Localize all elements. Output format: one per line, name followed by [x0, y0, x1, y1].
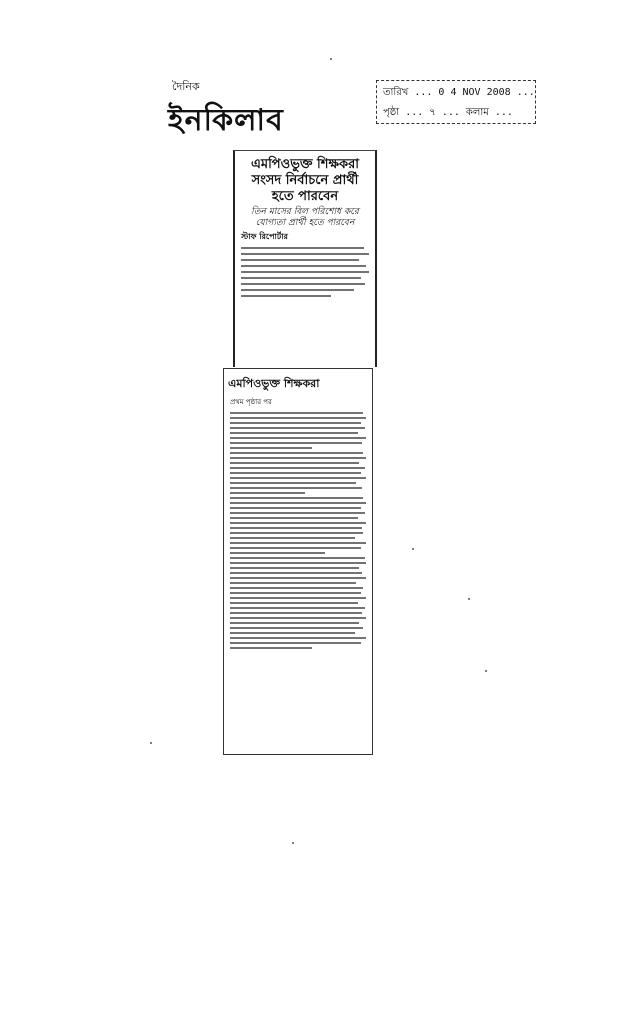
article-subhead: তিন মাসের বিল পরিশোধ করে যোগ্যতা প্রার্থী হতে পারবেন	[251, 207, 359, 228]
masthead-name: ইনকিলাব	[168, 103, 284, 138]
date-stamp	[376, 80, 536, 124]
speck	[412, 548, 414, 550]
masthead-small: দৈনিক	[172, 80, 200, 93]
speck	[468, 598, 470, 600]
continued-note: প্রথম পৃষ্ঠার পর	[230, 398, 272, 406]
continued-title: এমপিওভুক্ত শিক্ষকরা	[228, 377, 320, 390]
speck	[485, 670, 487, 672]
article-headline: এমপিওভুক্ত শিক্ষকরা সংসদ নির্বাচনে প্রার্থী হতে পারবেন	[250, 157, 360, 204]
clipping-continued	[223, 368, 373, 755]
stamp-page-line: পৃষ্ঠা ... ৭ ... কলাম ...	[383, 107, 513, 118]
stamp-date-line: তারিখ ... 0 4 NOV 2008 ...	[383, 87, 535, 98]
article-byline: স্টাফ রিপোর্টার	[241, 232, 288, 241]
speck	[150, 742, 152, 744]
clipping-main	[233, 150, 377, 367]
article-body	[241, 247, 369, 297]
speck	[292, 842, 294, 844]
continued-body	[230, 412, 366, 649]
speck	[330, 58, 332, 60]
